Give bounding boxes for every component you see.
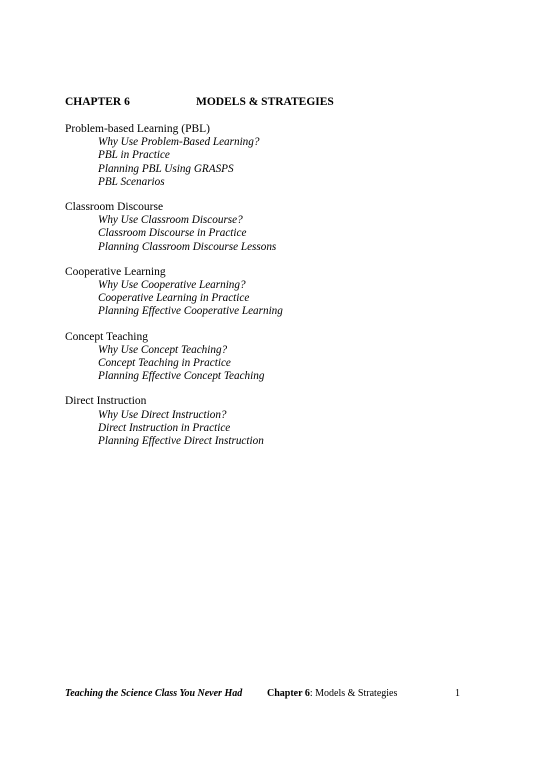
subsection-item: PBL in Practice: [98, 149, 170, 162]
section-title: Cooperative Learning: [65, 265, 166, 278]
chapter-title: MODELS & STRATEGIES: [196, 96, 334, 108]
subsection-item: Planning Effective Cooperative Learning: [98, 305, 283, 318]
toc-section-concept-teaching: [65, 331, 485, 384]
toc-section-pbl: [65, 123, 485, 189]
section-title: Classroom Discourse: [65, 201, 164, 214]
subsection-item: Why Use Problem-Based Learning?: [98, 136, 260, 149]
subsection-list: [65, 279, 485, 319]
subsection-item: Planning Effective Direct Instruction: [98, 435, 264, 448]
table-of-contents: [65, 123, 485, 460]
subsection-item: Planning Effective Concept Teaching: [98, 370, 265, 383]
section-title: Problem-based Learning (PBL): [65, 123, 210, 135]
footer-page-number: 1: [455, 688, 460, 699]
footer-chapter-ref: [267, 688, 397, 699]
section-title: Concept Teaching: [65, 330, 148, 343]
subsection-item: Why Use Direct Instruction?: [98, 408, 227, 421]
toc-section-classroom-discourse: [65, 201, 485, 254]
subsection-item: Classroom Discourse in Practice: [98, 227, 247, 240]
chapter-heading: [65, 96, 334, 108]
subsection-item: Why Use Cooperative Learning?: [98, 279, 246, 292]
subsection-item: Cooperative Learning in Practice: [98, 292, 250, 305]
toc-section-cooperative-learning: [65, 266, 485, 319]
section-title: Direct Instruction: [65, 395, 147, 408]
subsection-list: [65, 344, 485, 384]
subsection-item: Why Use Concept Teaching?: [98, 343, 228, 356]
subsection-list: [65, 136, 485, 189]
footer-book-title: Teaching the Science Class You Never Had: [65, 688, 243, 699]
chapter-label: CHAPTER 6: [65, 96, 130, 108]
toc-section-direct-instruction: [65, 395, 485, 448]
subsection-item: Direct Instruction in Practice: [98, 421, 231, 434]
footer-chapter-prefix: Chapter 6: [267, 688, 310, 699]
subsection-item: Concept Teaching in Practice: [98, 357, 231, 370]
subsection-list: [65, 214, 485, 254]
subsection-item: Why Use Classroom Discourse?: [98, 214, 243, 227]
subsection-item: Planning PBL Using GRASPS: [98, 162, 234, 175]
footer-chapter-suffix: : Models & Strategies: [309, 688, 398, 699]
subsection-item: Planning Classroom Discourse Lessons: [98, 240, 277, 253]
subsection-list: [65, 409, 485, 449]
subsection-item: PBL Scenarios: [98, 175, 165, 188]
